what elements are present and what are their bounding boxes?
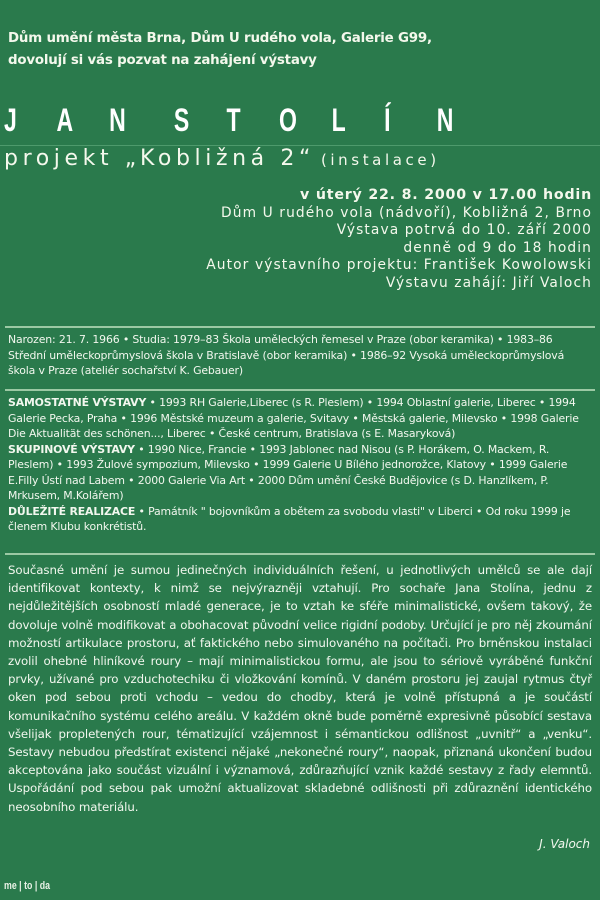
project-name: projekt „Kobližná 2“ — [4, 146, 315, 171]
event-opening: Výstavu zahájí: Jiří Valoch — [385, 274, 592, 291]
essay-signature: J. Valoch — [539, 837, 590, 851]
divider-2 — [5, 389, 595, 391]
invitation-line-1: Dům umění města Brna, Dům U rudého vola, Galerie G99, — [8, 31, 432, 46]
artist-letter: S — [173, 102, 190, 138]
project-title — [4, 145, 440, 174]
group-exhibitions — [8, 442, 593, 504]
essay-text: Současné umění je sumou jedinečných individuálních řešení, u jednotlivých umělců se ale dají identifikovat kontexty, k nimž se nejvýrazněji vztahují. Pro sochaře Jana Stolína, jednu z nejdůležitějších osobností mladé generace, je to vztah ke sféře minimalistické, ovšem takový, že dovoluje volně modifikovat a obohacovat původní velice rigidní podoby. Určující je pro něj zkoumání možností artikulace prostoru, ať faktického nebo simulovaného na počítači. Pro brněnskou instalaci zvolil ohebné hliníkové roury – mají minimalistickou formu, ale jsou to sériově vyráběné funkční prvky, užívané pro vzduchotechiku či vložkování komínů. V daném prostoru jej zaujal rytmus čtyř oken pod sebou proti vchodu – vedou do chodby, která je volně přístupná a je součástí komunikačního systému celého areálu. V každém okně bude poměrně expresivně působící sestava všelijak propletených rour, tématizující vzájemnost i sémantickou odlišnost „uvnitř“ a „venku“. Sestavy nebudou předstírat existenci nějaké „nekonečné roury“, naopak, přiznaná ukončení budou akceptována jako součást vizuální i významová, zdůrazňující vznik každé sestavy z řady elemntů. Uspořádání pod sebou pak umožní aktualizovat skladebné odlišnosti při zdůraznění identického neosobního materiálu. — [8, 563, 592, 814]
event-venue: Dům U rudého vola (nádvoří), Kobližná 2, Brno — [221, 204, 592, 221]
artist-letter: A — [56, 102, 74, 138]
solo-exhibitions-text: • 1993 RH Galerie,Liberec (s R. Pleslem) • 1994 Oblastní galerie, Liberec • 1994 Galerie Pecka, Praha • 1996 Městské muzeum a galerie, Svitavy • Městská galerie, Milevsko • 1998 Galerie Die Aktualität des schönen..., Liberec • České centrum, Bratislava (s E. Masaryková) — [8, 396, 579, 440]
event-hours: denně od 9 do 18 hodin — [403, 239, 592, 256]
exhibitions-section — [8, 395, 593, 535]
event-duration: Výstava potrvá do 10. září 2000 — [336, 222, 592, 239]
event-details — [206, 187, 592, 293]
invitation-text — [8, 28, 432, 72]
important-works — [8, 504, 593, 535]
artist-letter: Í — [384, 102, 391, 138]
solo-exhibitions-label: SAMOSTATNÉ VÝSTAVY — [8, 396, 147, 409]
group-exhibitions-label: SKUPINOVÉ VÝSTAVY — [8, 442, 135, 456]
event-date: v úterý 22. 8. 2000 v 17.00 hodin — [300, 187, 592, 203]
artist-letter: T — [226, 102, 241, 138]
artist-letter: J — [4, 102, 17, 138]
solo-exhibitions — [8, 395, 593, 442]
important-works-text: • Památník " bojovníkům a obětem za svobodu vlasti" v Liberci • Od roku 1999 je členem Klubu konkrétistů. — [8, 504, 571, 533]
publisher-logo: me | to | da — [4, 880, 50, 892]
invitation-line-2: dovolují si vás pozvat na zahájení výstavy — [8, 53, 317, 68]
event-author: Autor výstavního projektu: František Kowolowski — [206, 257, 592, 274]
divider-1 — [5, 326, 595, 328]
divider-3 — [5, 553, 595, 555]
artist-letter: N — [109, 102, 126, 138]
project-subtitle: (instalace) — [320, 151, 440, 169]
group-exhibitions-text: • 1990 Nice, Francie • 1993 Jablonec nad Nisou (s P. Horákem, O. Mackem, R. Pleslem) • 1993 Žulové sympozium, Milevsko • 1999 Galerie U Bílého jednorožce, Klatovy • 1999 Galerie E.Filly Ústí nad Labem • 2000 Galerie Via Art • 2000 Dům umění České Budějovice (s D. Hanzlíkem, P. Mrkusem, M.Kolářem) — [8, 442, 568, 502]
bio-text: Narozen: 21. 7. 1966 • Studia: 1979–83 Škola uměleckých řemesel v Praze (obor keramika) • 1983–86 Střední uměleckoprůmyslová škola v Bratislavě (obor keramika) • 1986–92 Vysoká uměleckoprůmyslová škola v Praze (ateliér sochařství K. Gebauer) — [8, 333, 565, 377]
important-works-label: DŮLEŽITÉ REALIZACE — [8, 504, 136, 518]
essay — [8, 561, 592, 816]
artist-letter: L — [331, 102, 346, 138]
artist-name — [4, 103, 489, 137]
artist-letter: N — [436, 102, 454, 138]
bio-section — [8, 332, 593, 379]
artist-letter: O — [279, 102, 297, 138]
